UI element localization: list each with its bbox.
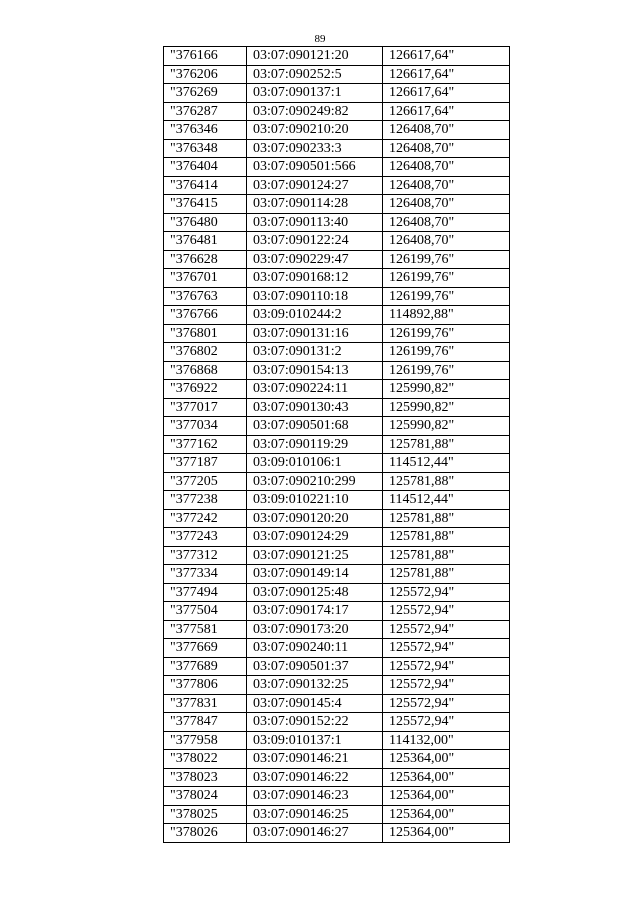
value-cell: 126199,76" (383, 287, 510, 306)
record-id-cell: "377689 (164, 657, 247, 676)
table-row (164, 195, 510, 214)
table-row (164, 213, 510, 232)
cadastral-number-cell: 03:07:090146:22 (247, 768, 383, 787)
record-id-cell: "377806 (164, 676, 247, 695)
record-id-cell: "376628 (164, 250, 247, 269)
cadastral-number-cell: 03:07:090145:4 (247, 694, 383, 713)
table-row (164, 417, 510, 436)
cadastral-number-cell: 03:07:090130:43 (247, 398, 383, 417)
cadastral-number-cell: 03:07:090154:13 (247, 361, 383, 380)
record-id-cell: "377243 (164, 528, 247, 547)
record-id-cell: "377504 (164, 602, 247, 621)
cadastral-number-cell: 03:07:090146:23 (247, 787, 383, 806)
table-row (164, 380, 510, 399)
value-cell: 125990,82" (383, 398, 510, 417)
table-row (164, 102, 510, 121)
value-cell: 125572,94" (383, 639, 510, 658)
record-id-cell: "378024 (164, 787, 247, 806)
cadastral-number-cell: 03:07:090501:68 (247, 417, 383, 436)
table-row (164, 269, 510, 288)
cadastral-number-cell: 03:07:090131:2 (247, 343, 383, 362)
value-cell: 125364,00" (383, 768, 510, 787)
table-row (164, 343, 510, 362)
table-row (164, 139, 510, 158)
cadastral-number-cell: 03:07:090121:20 (247, 47, 383, 66)
record-id-cell: "378025 (164, 805, 247, 824)
value-cell: 126617,64" (383, 65, 510, 84)
value-cell: 126199,76" (383, 269, 510, 288)
cadastral-number-cell: 03:07:090233:3 (247, 139, 383, 158)
value-cell: 126617,64" (383, 84, 510, 103)
data-table (163, 46, 510, 843)
table-row (164, 546, 510, 565)
record-id-cell: "376166 (164, 47, 247, 66)
cadastral-number-cell: 03:07:090121:25 (247, 546, 383, 565)
value-cell: 125990,82" (383, 417, 510, 436)
value-cell: 126408,70" (383, 176, 510, 195)
cadastral-number-cell: 03:07:090124:27 (247, 176, 383, 195)
record-id-cell: "377958 (164, 731, 247, 750)
record-id-cell: "376922 (164, 380, 247, 399)
cadastral-number-cell: 03:07:090174:17 (247, 602, 383, 621)
table-row (164, 602, 510, 621)
table-row (164, 435, 510, 454)
table-row (164, 306, 510, 325)
record-id-cell: "378026 (164, 824, 247, 843)
cadastral-number-cell: 03:09:010244:2 (247, 306, 383, 325)
record-id-cell: "376766 (164, 306, 247, 325)
table-row (164, 509, 510, 528)
table-row (164, 324, 510, 343)
value-cell: 125572,94" (383, 620, 510, 639)
value-cell: 126408,70" (383, 139, 510, 158)
cadastral-number-cell: 03:07:090146:27 (247, 824, 383, 843)
record-id-cell: "377581 (164, 620, 247, 639)
table-row (164, 805, 510, 824)
table-row (164, 176, 510, 195)
value-cell: 125364,00" (383, 805, 510, 824)
value-cell: 126617,64" (383, 102, 510, 121)
cadastral-number-cell: 03:07:090122:24 (247, 232, 383, 251)
record-id-cell: "377238 (164, 491, 247, 510)
table-row (164, 565, 510, 584)
value-cell: 125781,88" (383, 472, 510, 491)
record-id-cell: "377494 (164, 583, 247, 602)
cadastral-number-cell: 03:07:090125:48 (247, 583, 383, 602)
table-row (164, 65, 510, 84)
table-row (164, 731, 510, 750)
cadastral-number-cell: 03:07:090210:20 (247, 121, 383, 140)
table-row (164, 454, 510, 473)
value-cell: 126199,76" (383, 343, 510, 362)
cadastral-number-cell: 03:07:090249:82 (247, 102, 383, 121)
record-id-cell: "376206 (164, 65, 247, 84)
table-row (164, 694, 510, 713)
value-cell: 125781,88" (383, 509, 510, 528)
cadastral-number-cell: 03:07:090110:18 (247, 287, 383, 306)
value-cell: 126199,76" (383, 361, 510, 380)
record-id-cell: "376415 (164, 195, 247, 214)
table-row (164, 398, 510, 417)
record-id-cell: "376868 (164, 361, 247, 380)
table-row (164, 528, 510, 547)
record-id-cell: "376404 (164, 158, 247, 177)
table-row (164, 287, 510, 306)
cadastral-number-cell: 03:09:010137:1 (247, 731, 383, 750)
value-cell: 114132,00" (383, 731, 510, 750)
value-cell: 114892,88" (383, 306, 510, 325)
table-body (164, 47, 510, 843)
record-id-cell: "378023 (164, 768, 247, 787)
cadastral-number-cell: 03:07:090120:20 (247, 509, 383, 528)
cadastral-number-cell: 03:07:090131:16 (247, 324, 383, 343)
record-id-cell: "377831 (164, 694, 247, 713)
cadastral-number-cell: 03:07:090114:28 (247, 195, 383, 214)
record-id-cell: "376348 (164, 139, 247, 158)
value-cell: 125781,88" (383, 435, 510, 454)
value-cell: 125781,88" (383, 565, 510, 584)
record-id-cell: "377242 (164, 509, 247, 528)
record-id-cell: "377162 (164, 435, 247, 454)
record-id-cell: "378022 (164, 750, 247, 769)
value-cell: 126408,70" (383, 213, 510, 232)
value-cell: 125572,94" (383, 657, 510, 676)
cadastral-number-cell: 03:07:090132:25 (247, 676, 383, 695)
value-cell: 125572,94" (383, 583, 510, 602)
table-row (164, 232, 510, 251)
cadastral-number-cell: 03:07:090146:21 (247, 750, 383, 769)
table-row (164, 472, 510, 491)
cadastral-number-cell: 03:07:090210:299 (247, 472, 383, 491)
cadastral-number-cell: 03:07:090146:25 (247, 805, 383, 824)
value-cell: 125572,94" (383, 694, 510, 713)
value-cell: 126408,70" (383, 158, 510, 177)
value-cell: 125364,00" (383, 787, 510, 806)
table-row (164, 639, 510, 658)
cadastral-number-cell: 03:09:010221:10 (247, 491, 383, 510)
page-number: 89 (314, 33, 326, 45)
value-cell: 125364,00" (383, 750, 510, 769)
record-id-cell: "376801 (164, 324, 247, 343)
cadastral-number-cell: 03:07:090501:37 (247, 657, 383, 676)
table-row (164, 620, 510, 639)
record-id-cell: "377847 (164, 713, 247, 732)
cadastral-number-cell: 03:09:010106:1 (247, 454, 383, 473)
record-id-cell: "377312 (164, 546, 247, 565)
cadastral-number-cell: 03:07:090224:11 (247, 380, 383, 399)
cadastral-number-cell: 03:07:090501:566 (247, 158, 383, 177)
record-id-cell: "376480 (164, 213, 247, 232)
record-id-cell: "376287 (164, 102, 247, 121)
record-id-cell: "376763 (164, 287, 247, 306)
record-id-cell: "377205 (164, 472, 247, 491)
cadastral-number-cell: 03:07:090229:47 (247, 250, 383, 269)
value-cell: 114512,44" (383, 454, 510, 473)
cadastral-number-cell: 03:07:090252:5 (247, 65, 383, 84)
table-row (164, 491, 510, 510)
record-id-cell: "377017 (164, 398, 247, 417)
cadastral-number-cell: 03:07:090113:40 (247, 213, 383, 232)
value-cell: 125572,94" (383, 602, 510, 621)
record-id-cell: "377334 (164, 565, 247, 584)
value-cell: 126408,70" (383, 195, 510, 214)
cadastral-number-cell: 03:07:090119:29 (247, 435, 383, 454)
value-cell: 126408,70" (383, 121, 510, 140)
cadastral-number-cell: 03:07:090137:1 (247, 84, 383, 103)
record-id-cell: "376269 (164, 84, 247, 103)
value-cell: 114512,44" (383, 491, 510, 510)
value-cell: 126617,64" (383, 47, 510, 66)
table-row (164, 824, 510, 843)
table-row (164, 583, 510, 602)
table-row (164, 787, 510, 806)
table-row (164, 47, 510, 66)
record-id-cell: "376802 (164, 343, 247, 362)
table-row (164, 361, 510, 380)
cadastral-number-cell: 03:07:090173:20 (247, 620, 383, 639)
table-row (164, 158, 510, 177)
record-id-cell: "377669 (164, 639, 247, 658)
value-cell: 125781,88" (383, 528, 510, 547)
table-row (164, 768, 510, 787)
value-cell: 126199,76" (383, 250, 510, 269)
record-id-cell: "376481 (164, 232, 247, 251)
record-id-cell: "376414 (164, 176, 247, 195)
record-id-cell: "376701 (164, 269, 247, 288)
cadastral-number-cell: 03:07:090149:14 (247, 565, 383, 584)
value-cell: 125990,82" (383, 380, 510, 399)
value-cell: 126408,70" (383, 232, 510, 251)
cadastral-number-cell: 03:07:090240:11 (247, 639, 383, 658)
value-cell: 125572,94" (383, 676, 510, 695)
cadastral-number-cell: 03:07:090152:22 (247, 713, 383, 732)
table-row (164, 84, 510, 103)
table-row (164, 750, 510, 769)
record-id-cell: "377187 (164, 454, 247, 473)
table-row (164, 676, 510, 695)
table-row (164, 713, 510, 732)
value-cell: 125364,00" (383, 824, 510, 843)
record-id-cell: "376346 (164, 121, 247, 140)
table-row (164, 121, 510, 140)
table-row (164, 250, 510, 269)
cadastral-number-cell: 03:07:090124:29 (247, 528, 383, 547)
table-row (164, 657, 510, 676)
value-cell: 125572,94" (383, 713, 510, 732)
value-cell: 126199,76" (383, 324, 510, 343)
record-id-cell: "377034 (164, 417, 247, 436)
cadastral-number-cell: 03:07:090168:12 (247, 269, 383, 288)
value-cell: 125781,88" (383, 546, 510, 565)
